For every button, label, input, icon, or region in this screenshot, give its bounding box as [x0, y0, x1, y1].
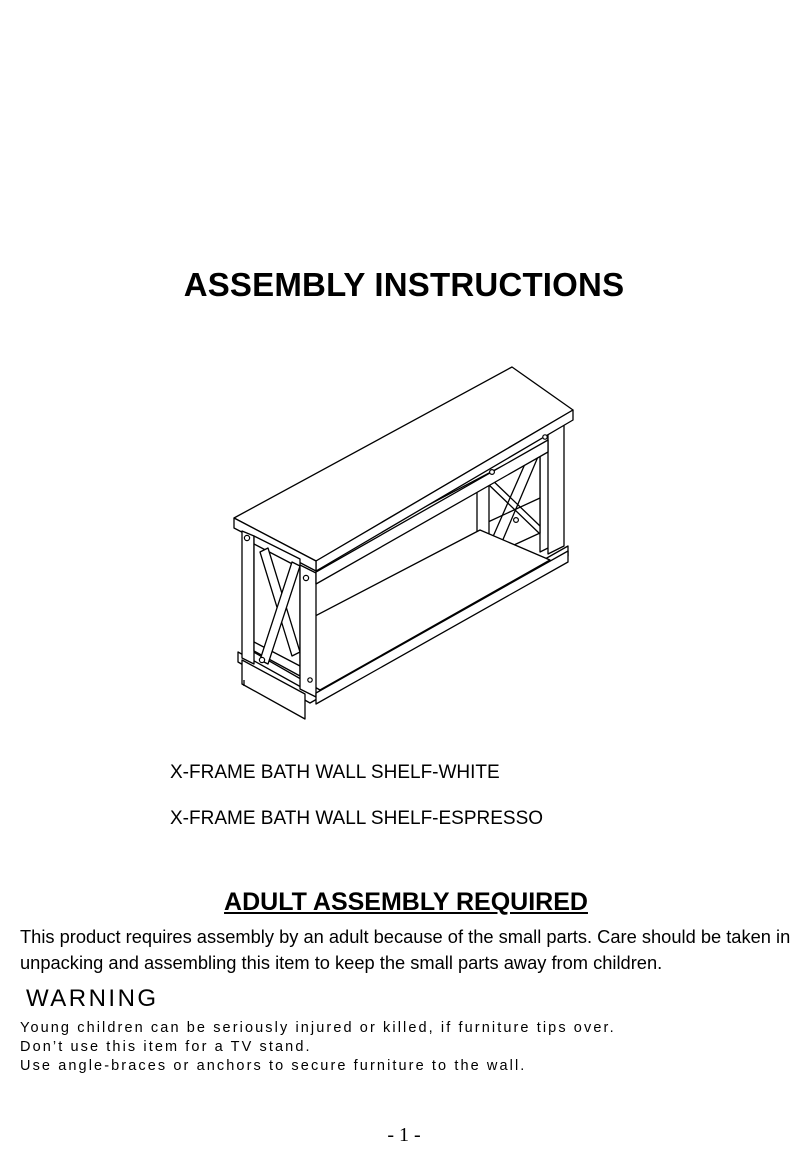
shelf-illustration — [225, 360, 585, 722]
warning-line: Don’t use this item for a TV stand. — [20, 1039, 312, 1055]
warning-line: Young children can be seriously injured or killed, if furniture tips over. — [20, 1020, 616, 1036]
page-title: ASSEMBLY INSTRUCTIONS — [183, 266, 625, 303]
adult-assembly-heading: ADULT ASSEMBLY REQUIRED — [224, 888, 588, 916]
product-name-espresso: X-FRAME BATH WALL SHELF-ESPRESSO — [170, 808, 544, 829]
adult-assembly-notice: This product requires assembly by an adult because of the small parts. Care should be taken in unpacking and assembling this item to keep the small parts away from children. — [20, 926, 791, 973]
warning-line: Use angle-braces or anchors to secure furniture to the wall. — [20, 1058, 527, 1074]
warning-text — [20, 1019, 616, 1076]
warning-heading: WARNING — [26, 985, 159, 1012]
page-number: - 1 - — [387, 1124, 421, 1146]
product-name-white: X-FRAME BATH WALL SHELF-WHITE — [170, 762, 500, 783]
